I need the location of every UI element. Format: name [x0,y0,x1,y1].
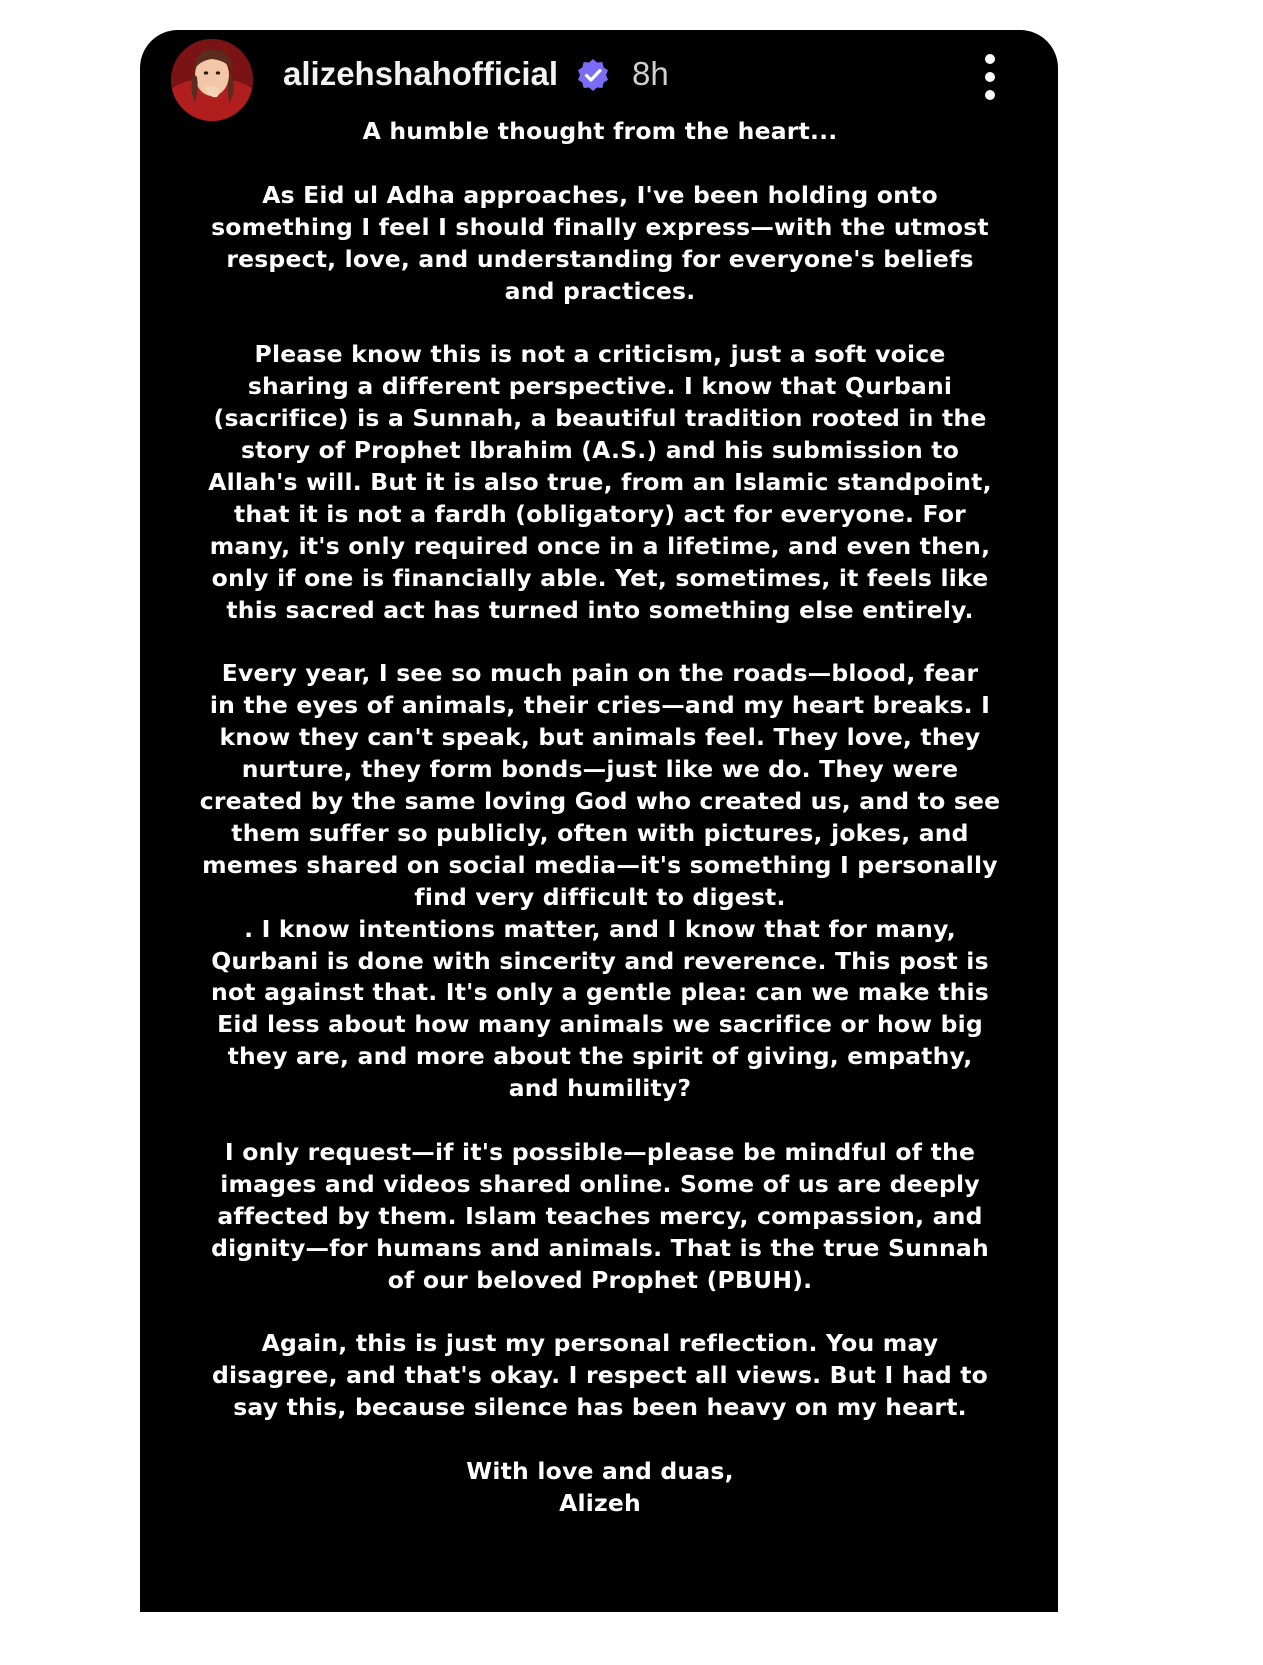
text-line: something I feel I should finally express—with the utmost [211,212,989,241]
text-line: know they can't speak, but animals feel. They love, they [219,723,981,752]
username[interactable]: alizehshahofficial [283,55,559,92]
text-line: I only request—if it's possible—please be mindful of the [224,1137,976,1166]
post-time: 8h [632,55,669,92]
more-vertical-icon[interactable] [976,52,1004,102]
text-line: Alizeh [559,1488,641,1517]
text-line: not against that. It's only a gentle plea: can we make this [211,978,989,1007]
paragraph [180,180,1020,308]
text-line: many, it's only required once in a lifetime, and even then, [209,531,991,560]
paragraph [180,658,1020,913]
text-line: dignity—for humans and animals. That is the true Sunnah [211,1233,989,1262]
verified-badge-icon [576,58,610,92]
text-line: only if one is financially able. Yet, sometimes, it feels like [211,563,989,592]
text-line: created by the same loving God who created us, and to see [199,786,1001,815]
text-line: disagree, and that's okay. I respect all views. But I had to [211,1361,989,1390]
paragraph [180,339,1020,626]
avatar-image [171,39,253,121]
text-line: respect, love, and understanding for everyone's beliefs [226,244,974,273]
text-line: Qurbani is done with sincerity and reverence. This post is [211,946,989,975]
text-line: in the eyes of animals, their cries—and my heart breaks. I [209,691,991,720]
story-header [140,30,1058,130]
text-line: nurture, they form bonds—just like we do. They were [241,755,959,784]
paragraph [180,1137,1020,1297]
story-text [180,116,1020,1520]
text-line: memes shared on social media—it's something I personally [202,850,998,879]
paragraph [180,914,1020,1105]
text-line: With love and duas, [466,1456,734,1485]
text-line: them suffer so publicly, often with pictures, jokes, and [231,818,969,847]
text-line: affected by them. Islam teaches mercy, compassion, and [217,1201,983,1230]
text-line: Eid less about how many animals we sacrifice or how big [217,1010,983,1039]
text-line: . I know intentions matter, and I know that for many, [244,914,956,943]
text-line: Again, this is just my personal reflection. You may [261,1329,939,1358]
text-line: sharing a different perspective. I know that Qurbani [247,372,953,401]
text-line: that it is not a fardh (obligatory) act for everyone. For [234,499,966,528]
avatar[interactable] [171,39,253,121]
signature [180,1456,1020,1520]
text-line: Every year, I see so much pain on the roads—blood, fear [221,659,979,688]
text-line: As Eid ul Adha approaches, I've been holding onto [262,180,938,209]
text-line: (sacrifice) is a Sunnah, a beautiful tradition rooted in the [213,404,987,433]
text-line: they are, and more about the spirit of giving, empathy, [227,1042,973,1071]
text-line: story of Prophet Ibrahim (A.S.) and his submission to [240,436,960,465]
paragraph [180,1328,1020,1424]
text-line: Allah's will. But it is also true, from an Islamic standpoint, [208,467,992,496]
text-line: A humble thought from the heart... [362,117,838,145]
text-line: of our beloved Prophet (PBUH). [387,1265,813,1294]
text-line: and practices. [504,276,696,305]
text-line: find very difficult to digest. [414,882,786,911]
paragraph-heading [180,116,1020,148]
text-line: and humility? [508,1074,692,1103]
story-card [140,30,1058,1612]
text-line: say this, because silence has been heavy on my heart. [233,1393,967,1422]
text-line: Please know this is not a criticism, just a soft voice [254,340,946,369]
text-line: this sacred act has turned into something else entirely. [226,595,974,624]
text-line: images and videos shared online. Some of us are deeply [220,1169,980,1198]
